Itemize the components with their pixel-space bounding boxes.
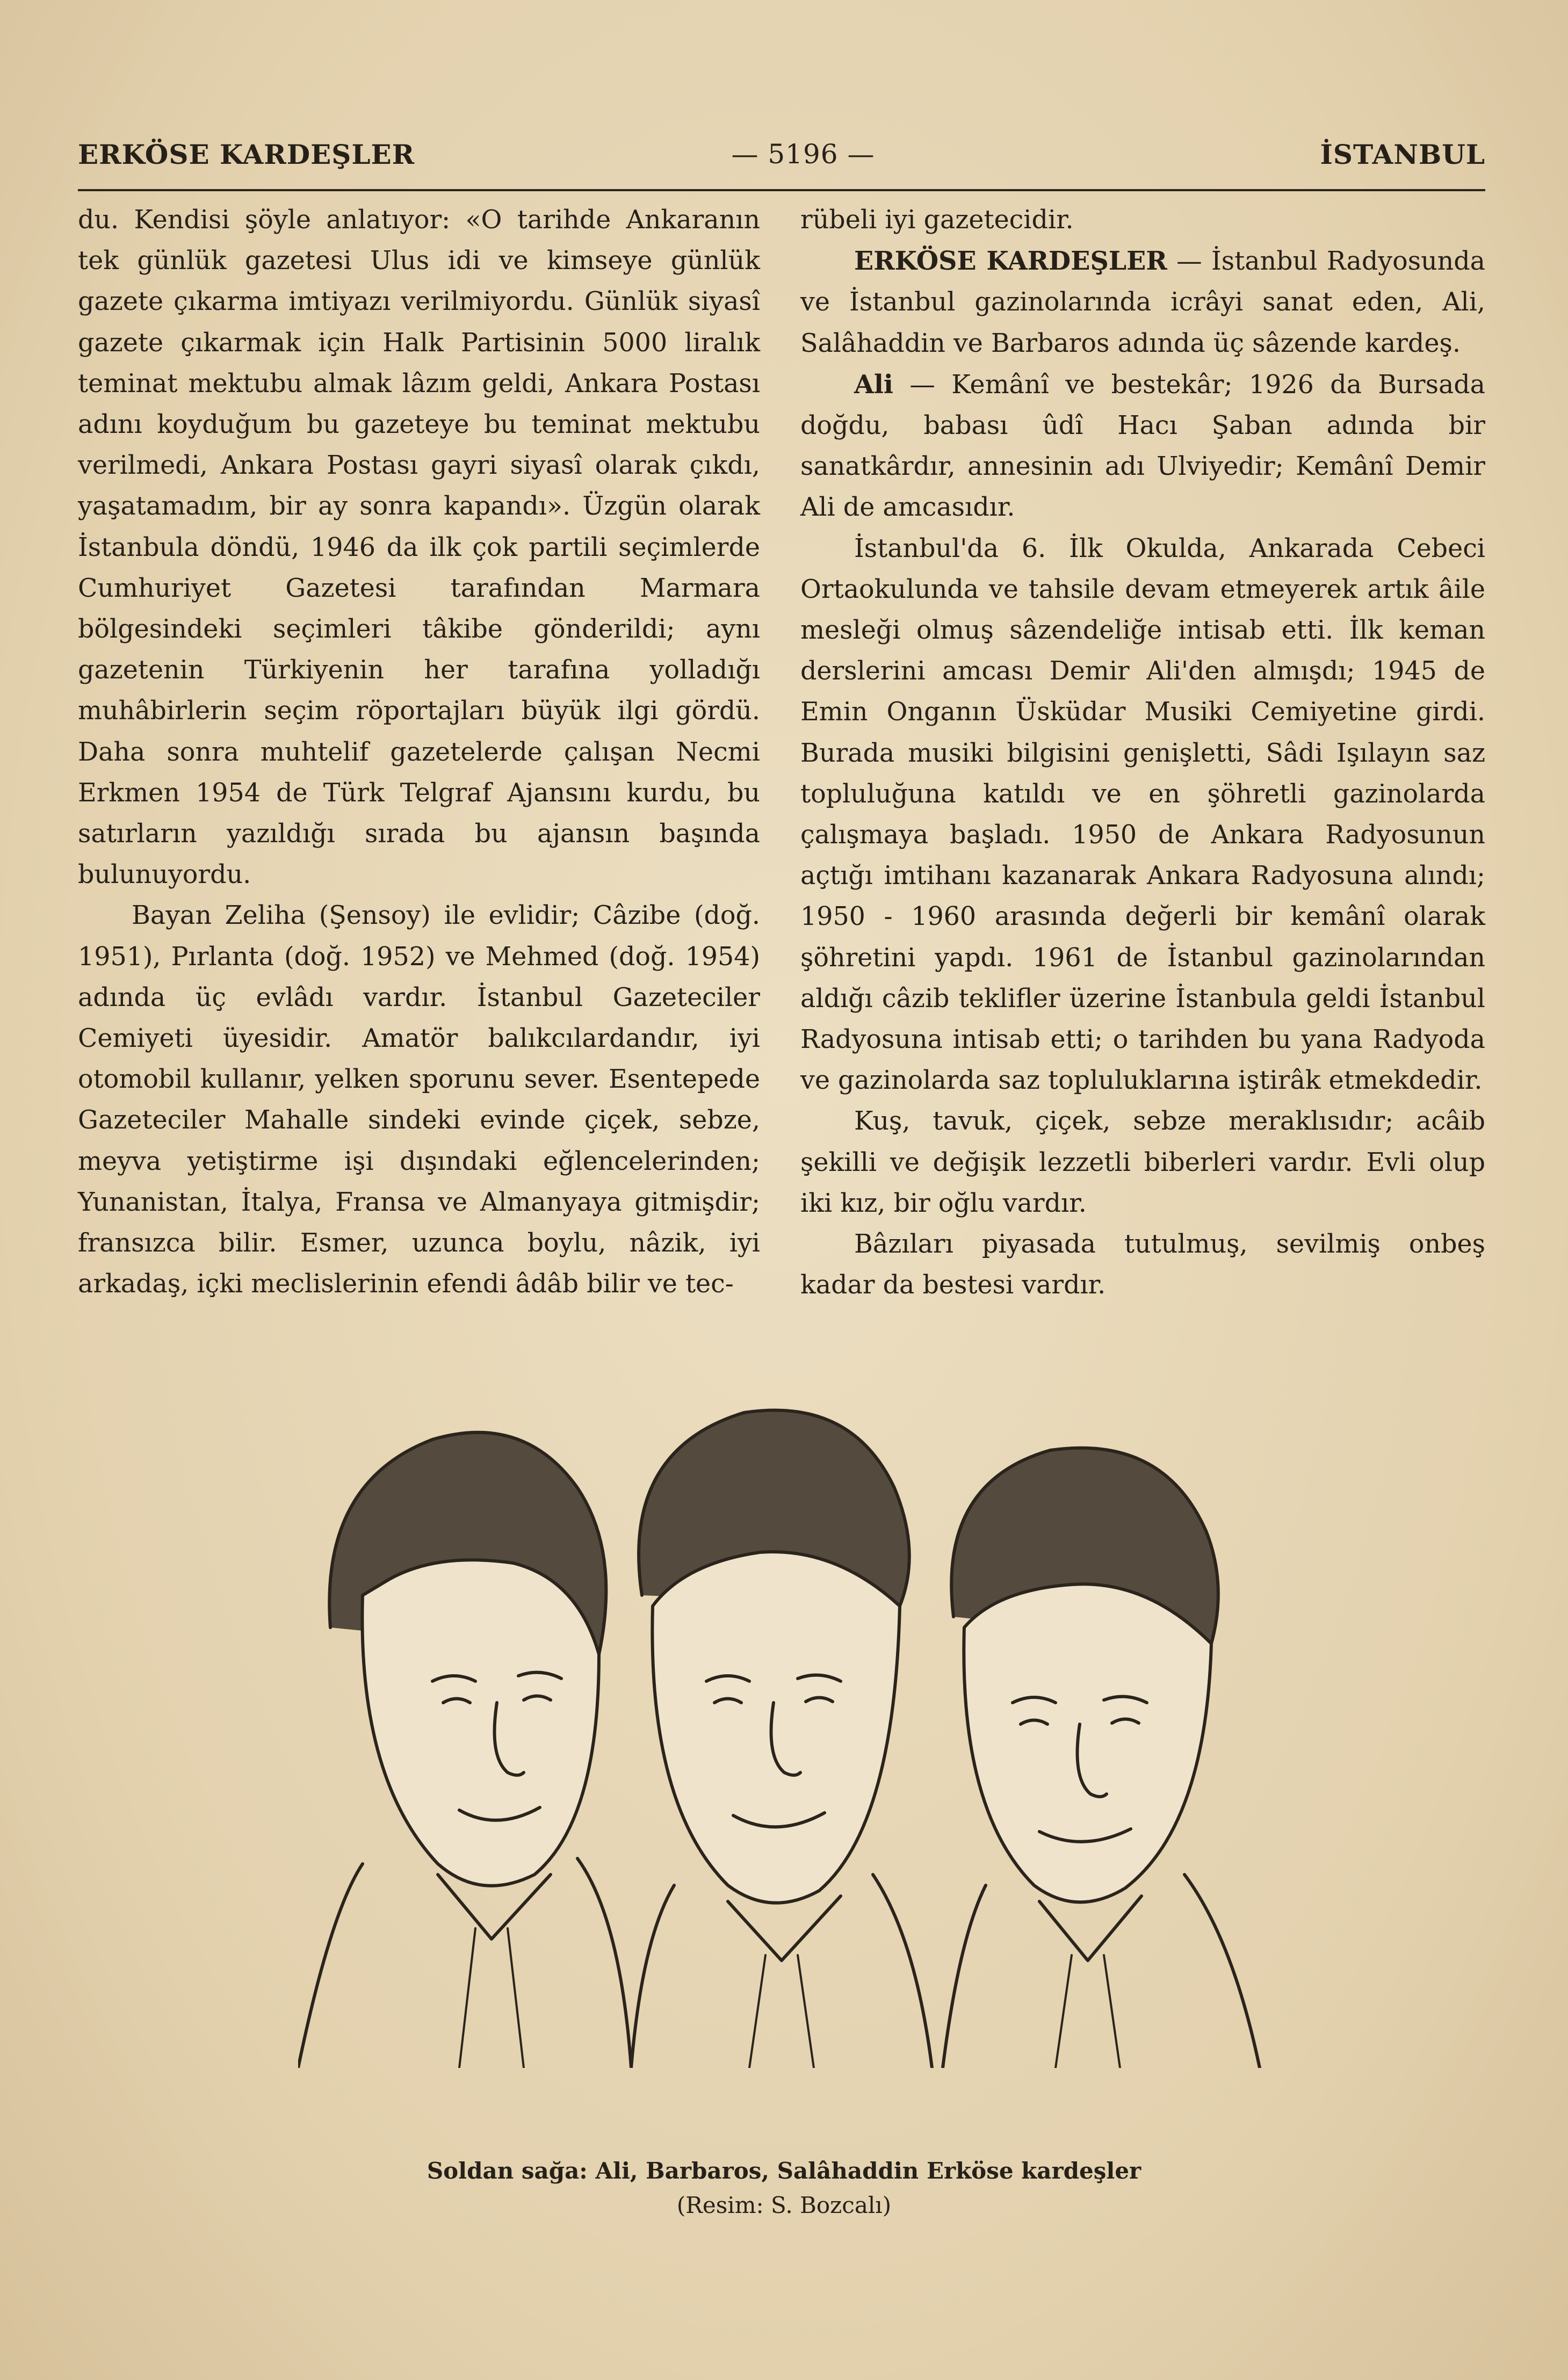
caption-main: Soldan sağa: Ali, Barbaros, Salâhaddin Erköse kardeşler [427,2158,1141,2184]
running-head-left: ERKÖSE KARDEŞLER [78,139,415,170]
left-paragraph-2: Bayan Zeliha (Şensoy) ile evlidir; Câzibe (doğ. 1951), Pırlanta (doğ. 1952) ve Mehmed (doğ. 1954) adında üç evlâdı vardır. İstanbul Gazeteciler Cemiyeti üyesidir. Amatör balıkcılardandır, iyi otomobil kullanır, yelken sporunu sever. Esentepede Gazeteciler Mahalle sindeki evinde çiçek, sebze, meyva yetiştirme işi dışındaki eğlencelerinden; Yunanistan, İtalya, Fransa ve Almanyaya gitmişdir; fransızca bilir. Esmer, uzunca boylu, nâzik, iyi arkadaş, içki meclislerinin efendi âdâb bilir ve tec- [78,901,760,1299]
right-paragraph-4: İstanbul'da 6. İlk Okulda, Ankarada Cebeci Ortaokulunda ve tahsile devam etmeyerek artık âile mesleği olmuş sâzendeliğe intisab etti. İlk keman derslerini amcası Demir Ali'den almışdı; 1945 de Emin Onganın Üsküdar Musiki Cemiyetine girdi. Burada musiki bilgisini genişletti, Sâdi Işılayın saz topluluğuna katıldı ve en şöhretli gazinolarda çalışmaya başladı. 1950 de Ankara Radyosunun açtığı imtihanı kazanarak Ankara Radyosuna alındı; 1950 - 1960 arasında değerli bir kemânî olarak şöhretini yapdı. 1961 de İstanbul gazinolarından aldığı câzib teklifler üzerine İstanbula geldi İstanbul Radyosuna intisab etti; o tarihden bu yana Radyoda ve gazinolarda saz topluluklarına iştirâk etmekdedir. [800,533,1485,1096]
right-paragraph-1: rübeli iyi gazetecidir. [800,205,1074,235]
header-rule [78,189,1485,191]
left-column [78,200,760,1305]
right-paragraph-2 [800,241,1485,364]
right-paragraph-5: Kuş, tavuk, çiçek, sebze meraklısıdır; acâib şekilli ve değişik lezzetli biberleri vardır. Evli olup iki kız, bir oğlu vardır. [800,1106,1485,1218]
portrait-illustration [298,1402,1265,2068]
entry-heading-erkose: ERKÖSE KARDEŞLER [854,246,1167,277]
caption-credit: (Resim: S. Bozcalı) [676,2192,892,2218]
portrait-barbaros [631,1410,932,2068]
running-head [78,139,1485,182]
page-number: — 5196 — [731,139,875,170]
entry-heading-ali: Ali [854,369,893,400]
running-head-right: İSTANBUL [1320,139,1485,170]
figure-caption [0,2154,1568,2223]
right-paragraph-3 [800,364,1485,529]
portrait-salahaddin [943,1448,1260,2068]
entry-text-erkose: — İstanbul Radyosunda ve İstanbul gazinolarında icrâyi sanat eden, Ali, Salâhaddin ve Barbaros adında üç sâzende kardeş. [800,247,1485,358]
portrait-ali [298,1433,631,2068]
right-paragraph-6: Bâzıları piyasada tutulmuş, sevilmiş onbeş kadar da bestesi vardır. [800,1229,1485,1300]
left-paragraph-1: du. Kendisi şöyle anlatıyor: «O tarihde Ankaranın tek günlük gazetesi Ulus idi ve kimseye günlük gazete çıkarma imtiyazı verilmiyordu. Günlük siyasî gazete çıkarmak için Halk Partisinin 5000 liralık teminat mektubu almak lâzım geldi, Ankara Postası adını koyduğum bu gazeteye bu teminat mektubu verilmedi, Ankara Postası gayri siyasî olarak çıkdı, yaşatamadım, bir ay sonra kapandı». Üzgün olarak İstanbula döndü, 1946 da ilk çok partili seçimlerde Cumhuriyet Gazetesi tarafından Marmara bölgesindeki seçimleri tâkibe gönderildi; aynı gazetenin Türkiyenin her tarafına yolladığı muhâbirlerin seçim röportajları büyük ilgi gördü. Daha sonra muhtelif gazetelerde çalışan Necmi Erkmen 1954 de Türk Telgraf Ajansını kurdu, bu satırların yazıldığı sırada bu ajansın başında bulunuyordu. [78,205,760,890]
entry-text-ali: — Kemânî ve bestekâr; 1926 da Bursada doğdu, babası ûdî Hacı Şaban adında bir sanatkârdır, annesinin adı Ulviyedir; Kemânî Demir Ali de amcasıdır. [800,370,1485,523]
right-column [800,200,1485,1306]
